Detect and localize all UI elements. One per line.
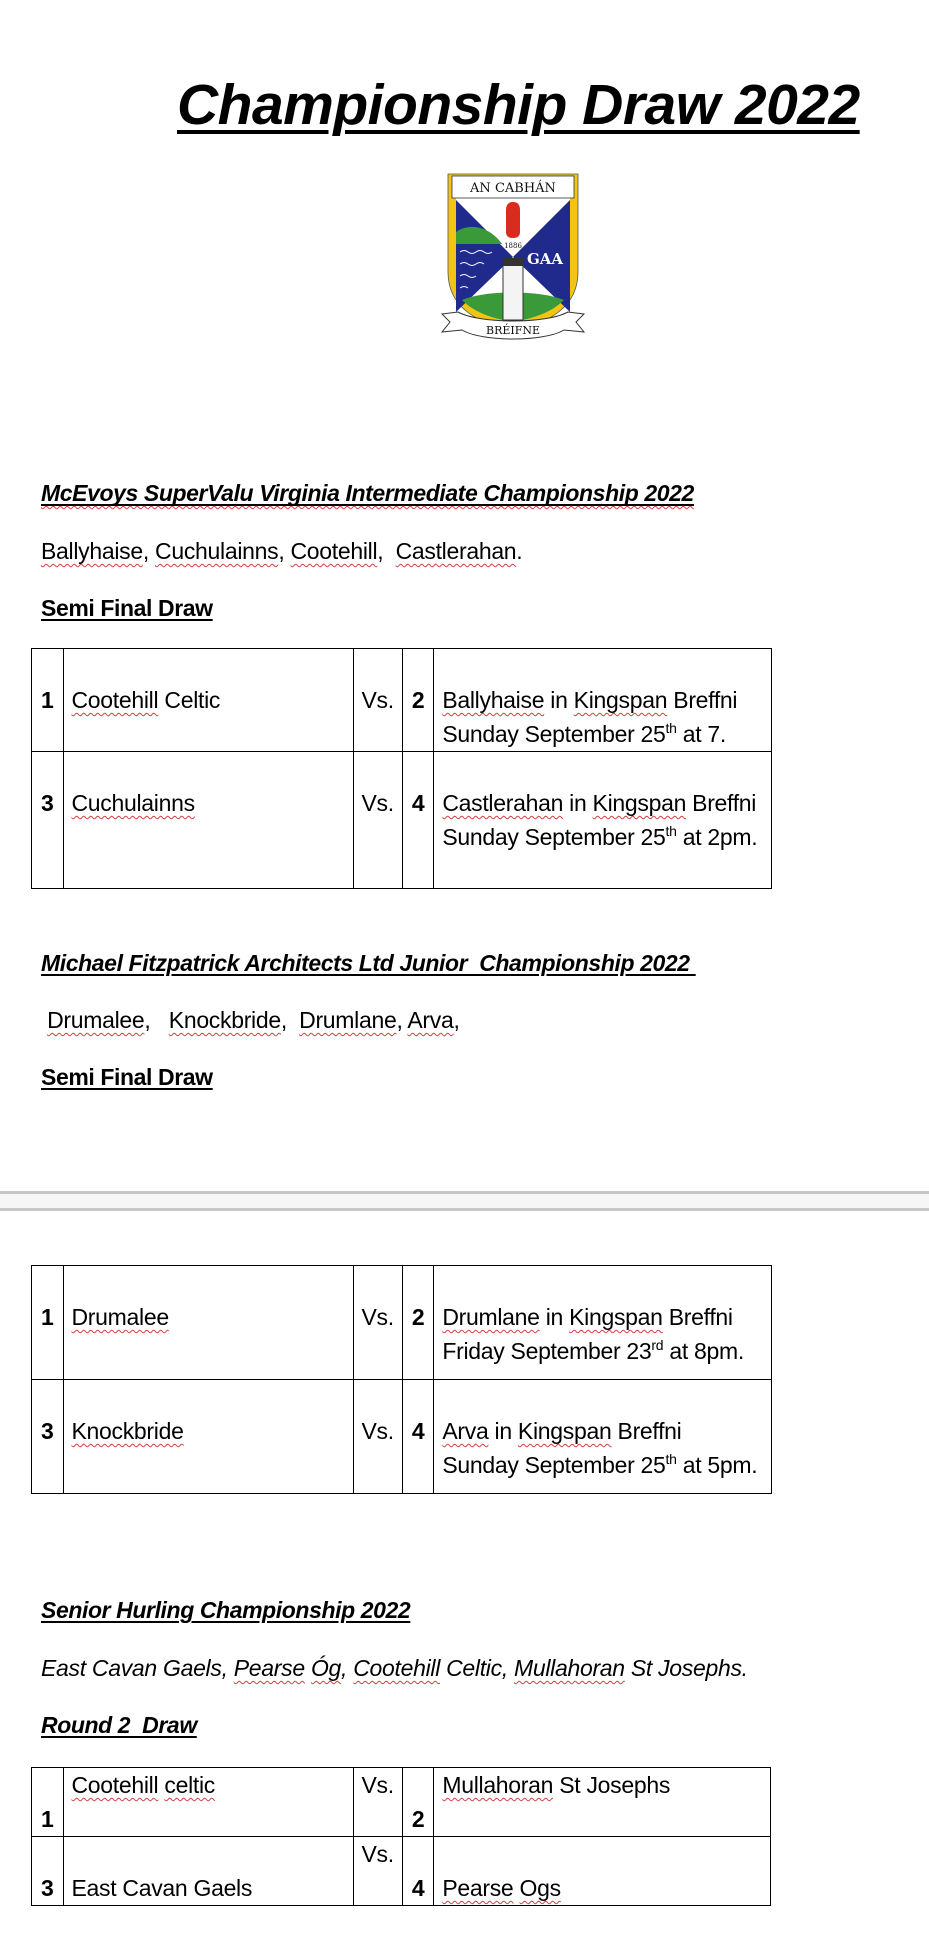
section-heading-junior: Michael Fitzpatrick Architects Ltd Junior Championship 2022 — [41, 950, 696, 976]
away-team: Pearse Ogs — [434, 1837, 771, 1906]
home-team: Drumalee — [63, 1266, 353, 1380]
crest-gaa-text: GAA — [526, 250, 564, 268]
vs-label: Vs. — [353, 649, 402, 752]
cavan-gaa-crest-logo — [440, 172, 586, 342]
home-team: East Cavan Gaels — [63, 1837, 353, 1906]
draw-table-hurling — [31, 1767, 771, 1906]
document-title: Championship Draw 2022 — [177, 73, 860, 137]
crest-red-hand-icon — [506, 202, 520, 238]
away-team-venue: Drumlane in Kingspan Breffni Friday September 23rd at 8pm. — [434, 1266, 772, 1380]
table-row — [32, 1768, 771, 1837]
seed-number: 3 — [32, 1380, 64, 1494]
seed-number: 4 — [402, 1380, 434, 1494]
seed-number: 2 — [402, 1266, 434, 1380]
table-row — [32, 1837, 771, 1906]
seed-number: 2 — [402, 1768, 434, 1837]
draw-label-hurling: Round 2 Draw — [41, 1712, 197, 1738]
home-team: Cuchulainns — [63, 752, 353, 889]
away-team-venue: Arva in Kingspan Breffni Sunday September 25th at 5pm. — [434, 1380, 772, 1494]
section-teams-hurling: East Cavan Gaels, Pearse Óg, Cootehill Celtic, Mullahoran St Josephs. — [41, 1655, 748, 1681]
draw-label-intermediate: Semi Final Draw — [41, 595, 213, 621]
seed-number: 3 — [32, 1837, 64, 1906]
away-team: Mullahoran St Josephs — [434, 1768, 771, 1837]
home-team: Cootehill Celtic — [63, 649, 353, 752]
vs-label: Vs. — [353, 1266, 402, 1380]
table-row — [32, 752, 772, 889]
section-heading-intermediate: McEvoys SuperValu Virginia Intermediate Championship 2022 — [41, 480, 694, 506]
table-row — [32, 1266, 772, 1380]
draw-table-junior — [31, 1265, 772, 1494]
seed-number: 3 — [32, 752, 64, 889]
page-break-divider — [0, 1191, 929, 1211]
crest-scroll-text: BRÉIFNE — [485, 324, 541, 337]
seed-number: 4 — [402, 752, 434, 889]
table-row — [32, 1380, 772, 1494]
section-heading-hurling: Senior Hurling Championship 2022 — [41, 1597, 411, 1623]
seed-number: 2 — [402, 649, 434, 752]
vs-label: Vs. — [353, 1768, 402, 1837]
vs-label: Vs. — [353, 752, 402, 889]
home-team: Knockbride — [63, 1380, 353, 1494]
seed-number: 1 — [32, 1768, 64, 1837]
seed-number: 4 — [402, 1837, 434, 1906]
draw-table-intermediate — [31, 648, 772, 889]
crest-tower-icon — [503, 264, 523, 320]
table-row — [32, 649, 772, 752]
vs-label: Vs. — [353, 1380, 402, 1494]
section-teams-junior: Drumalee, Knockbride, Drumlane, Arva, — [47, 1007, 460, 1033]
vs-label: Vs. — [353, 1837, 402, 1906]
away-team-venue: Ballyhaise in Kingspan Breffni Sunday September 25th at 7. — [434, 649, 772, 752]
crest-top-text: AN CABHÁN — [470, 181, 556, 196]
crest-year: 1886 — [504, 242, 522, 250]
home-team: Cootehill celtic — [63, 1768, 353, 1837]
away-team-venue: Castlerahan in Kingspan Breffni Sunday September 25th at 2pm. — [434, 752, 772, 889]
seed-number: 1 — [32, 1266, 64, 1380]
section-teams-intermediate: Ballyhaise, Cuchulainns, Cootehill, Castlerahan. — [41, 538, 523, 564]
seed-number: 1 — [32, 649, 64, 752]
draw-label-junior: Semi Final Draw — [41, 1064, 213, 1090]
